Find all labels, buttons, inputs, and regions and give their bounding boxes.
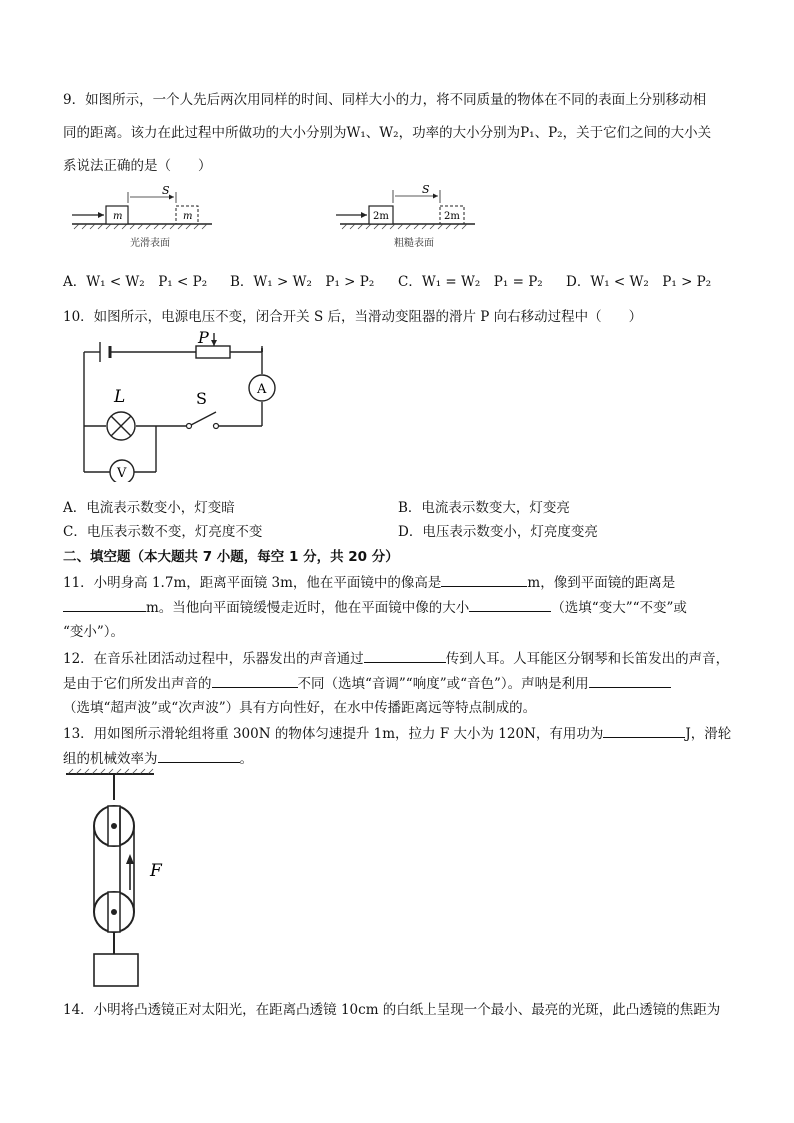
svg-text:A: A	[257, 382, 267, 397]
svg-text:m: m	[183, 211, 193, 222]
q13-line2: 组的机械效率为 。	[63, 748, 253, 769]
q10-stem: 10．如图所示，电源电压不变，闭合开关 S 后，当滑动变阻器的滑片 P 向右移动过程中（ ）	[63, 309, 643, 325]
svg-text:F: F	[150, 861, 162, 881]
q13-line1: 13．用如图所示滑轮组将重 300N 的物体匀速提升 1m，拉力 F 大小为 120N，有用功为 J，滑轮	[63, 723, 731, 744]
q11-line3: “变小”）。	[63, 624, 125, 640]
svg-text:S: S	[196, 389, 207, 408]
q9-stem-line1: 9．如图所示，一个人先后两次用同样的时间、同样大小的力，将不同质量的物体在不同的表面上分别移动相	[63, 92, 707, 108]
svg-text:光滑表面: 光滑表面	[130, 238, 170, 249]
svg-text:m: m	[113, 211, 123, 222]
smooth-surface-diagram	[72, 184, 212, 249]
q9-option-b: B．W₁ > W₂ P₁ > P₂	[230, 274, 375, 290]
q12-line2: 是由于它们所发出声音的 不同（选填“音调”“响度”或“音色”）。声呐是利用	[63, 673, 671, 694]
q12-line3: （选填“超声波”或“次声波”）具有方向性好，在水中传播距离远等特点制成的。	[63, 700, 537, 716]
q9-stem-line3: 系说法正确的是（ ）	[63, 158, 212, 174]
rough-surface-diagram	[336, 183, 475, 249]
svg-text:V: V	[117, 466, 127, 481]
q9-figure	[60, 182, 480, 254]
q12-line1: 12．在音乐社团活动过程中，乐器发出的声音通过 传到人耳。人耳能区分钢琴和长笛发出的声音，	[63, 648, 729, 669]
q13-blank-2[interactable]	[158, 748, 240, 763]
q9-option-d: D．W₁ < W₂ P₁ > P₂	[566, 274, 712, 290]
svg-text:S: S	[422, 183, 430, 196]
q11-blank-2[interactable]	[63, 597, 146, 612]
section-title: 二、填空题（本大题共 7 小题，每空 1 分，共 20 分）	[63, 549, 399, 565]
q10-option-b: B．电流表示数变大，灯变亮	[398, 500, 570, 516]
q12-blank-1[interactable]	[364, 648, 446, 663]
q11-blank-1[interactable]	[441, 572, 527, 587]
q9-option-a: A．W₁ < W₂ P₁ < P₂	[63, 274, 208, 290]
svg-text:2m: 2m	[444, 211, 460, 222]
q11-line2: m。当他向平面镜缓慢走近时，他在平面镜中像的大小 （选填“变大”“不变”或	[63, 597, 687, 618]
q10-circuit-figure	[76, 330, 276, 482]
svg-text:粗糙表面: 粗糙表面	[394, 238, 434, 249]
svg-text:L: L	[114, 387, 126, 407]
q13-pulley-figure	[62, 768, 192, 992]
q11-line1: 11．小明身高 1.7m，距离平面镜 3m，他在平面镜中的像高是 m，像到平面镜的距离是	[63, 572, 675, 593]
q10-option-d: D．电压表示数变小，灯亮度变亮	[398, 524, 598, 540]
svg-text:2m: 2m	[373, 211, 389, 222]
q14-line1: 14．小明将凸透镜正对太阳光，在距离凸透镜 10cm 的白纸上呈现一个最小、最亮的光斑，此凸透镜的焦距为	[63, 1002, 721, 1018]
q13-blank-1[interactable]	[603, 723, 685, 738]
q9-option-c: C．W₁ = W₂ P₁ = P₂	[398, 274, 543, 290]
q10-option-c: C．电压表示数不变，灯亮度不变	[63, 524, 263, 540]
svg-text:S: S	[162, 184, 170, 197]
svg-text:P: P	[198, 330, 209, 347]
q12-blank-3[interactable]	[589, 673, 671, 688]
q9-stem-line2: 同的距离。该力在此过程中所做功的大小分别为W₁、W₂，功率的大小分别为P₁、P₂，关于它们之间的大小关	[63, 125, 712, 141]
q12-blank-2[interactable]	[212, 673, 298, 688]
q10-option-a: A．电流表示数变小，灯变暗	[63, 500, 235, 516]
q11-blank-3[interactable]	[469, 597, 551, 612]
